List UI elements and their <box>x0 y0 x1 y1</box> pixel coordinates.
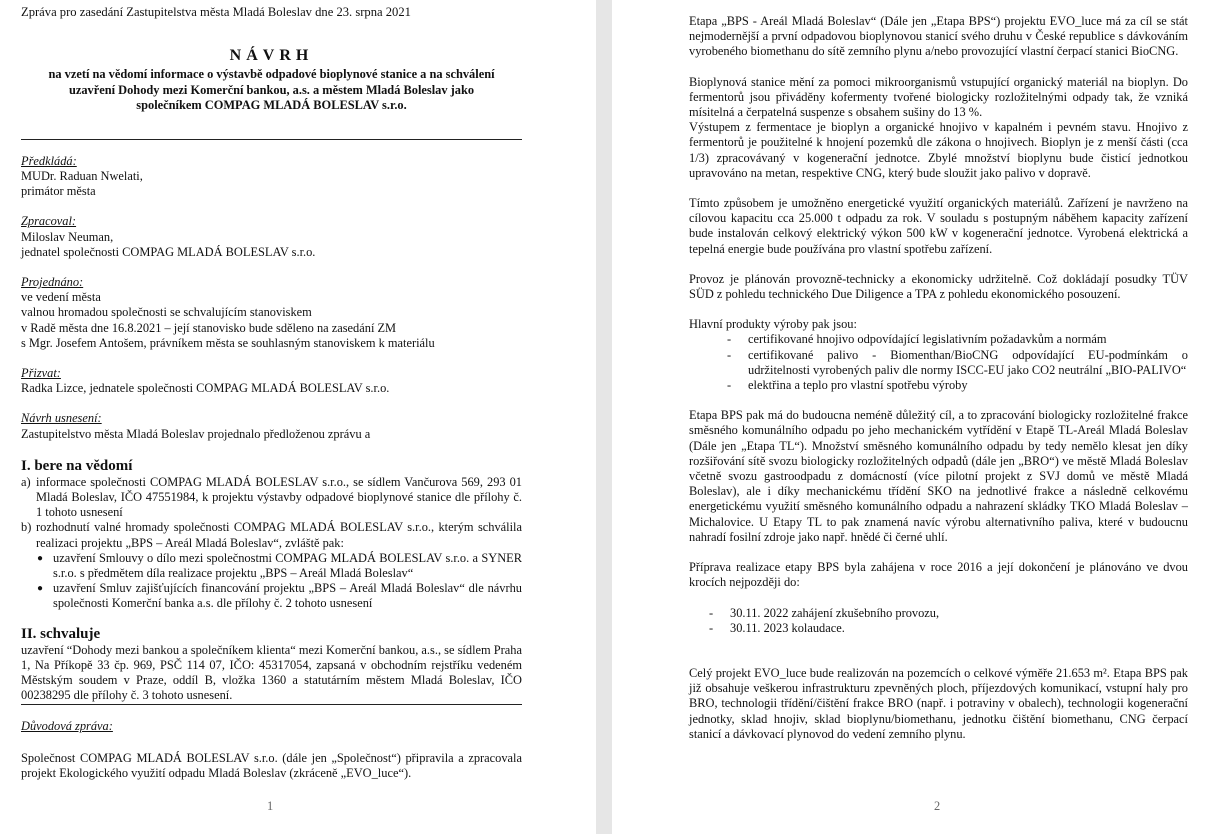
paragraph: Etapa „BPS - Areál Mladá Boleslav“ (Dále jen „Etapa BPS“) projektu EVO_luce má za cíl se stát nejmodernější a první odpadovou bioplynovou stanicí svého druhu v České republice s dávkováním vyrobeného biomethanu do sítě zemního plynu a/nebo provozující vlastní čerpací stanici BioCNG. <box>689 14 1188 59</box>
navrh-usneseni-line: Zastupitelstvo města Mladá Boleslav projednalo předloženou zprávu a <box>21 426 371 441</box>
dash-marker: - <box>709 605 714 620</box>
zpracoval-label: Zpracoval: <box>21 214 77 229</box>
prizvat-line: Radka Lizce, jednatele společnosti COMPAG MLADÁ BOLESLAV s.r.o. <box>21 381 390 396</box>
paragraph: Provoz je plánován provozně-technicky a ekonomicky udržitelně. Což dokládají posudky TÜV SÜD z pohledu technického Due Diligence a TPA z pohledu ekonomického posouzení. <box>689 271 1188 302</box>
paragraph: Tímto způsobem je umožněno energetické využití organických materiálů. Zařízení je navrženo na cílovou kapacitu cca 25.000 t odpadu za rok. V souladu s postupným náběhem kapacity zařízení bude instalován celkový elektrický výkon 500 kW v kogenerační jednotce. Vyrobená elektrická a tepelná energie bude používána pro vlastní spotřebu zařízení. <box>689 196 1188 256</box>
bullet-icon: ● <box>37 583 44 595</box>
products-intro: Hlavní produkty výroby pak jsou: <box>689 317 857 332</box>
projednano-line: ve vedení města <box>21 290 101 305</box>
list-marker: a) <box>21 474 31 489</box>
dash-marker: - <box>727 378 732 393</box>
product-text: certifikované hnojivo odpovídající legislativním požadavkům a normám <box>748 332 1107 347</box>
divider <box>21 704 522 705</box>
section-heading: I. bere na vědomí <box>21 457 133 474</box>
paragraph: Výstupem z fermentace je bioplyn a organické hnojivo v kapalném i pevném stavu. Hnojivo z fermentorů je použitelné k hnojení pozemků dle zákona o hnojivech. Bioplyn je z menší části (cca 1/3) zpracovávaný v kogenerační jednotce. Zbylé množství bioplynu bude čisticí jednotkou upravováno na metan, respektive CNG, který bude sloužit jako palivo v dopravě. <box>689 120 1188 180</box>
report-header: Zpráva pro zasedání Zastupitelstva města Mladá Boleslav dne 23. srpna 2021 <box>21 5 411 19</box>
prizvat-block <box>21 366 522 396</box>
list-item <box>21 520 522 550</box>
predklada-line: MUDr. Raduan Nwelati, <box>21 168 143 183</box>
list-marker: b) <box>21 520 32 535</box>
divider <box>21 139 522 140</box>
document-page-1 <box>0 0 596 834</box>
date-item <box>689 621 1188 636</box>
paragraph: Celý projekt EVO_luce bude realizován na pozemcích o celkové výměře 21.653 m². Etapa BPS pak již obsahuje veškerou infrastrukturu zpevněných ploch, příjezdových komunikací, vstupní haly pro BRO, technologii třídění/čištění frakce BRO (např. i potraviny v obalech), technologii kogenerační jednotky, sklad hnojiv, sklad bioplynu/biomethanu, jednotku čištění biomethanu, CNG čerpací stanicí a dávkovací plynovod do vedení zemního plynu. <box>689 665 1188 741</box>
list-item-text: rozhodnutí valné hromady společnosti COMPAG MLADÁ BOLESLAV s.r.o., kterým schválila realizaci projektu „BPS – Areál Mladá Boleslav“, zvláště pak: <box>36 520 522 550</box>
zpracoval-line: Miloslav Neuman, <box>21 229 114 244</box>
page-number: 1 <box>267 799 274 813</box>
bullet-item <box>21 581 522 611</box>
list-item <box>21 475 522 521</box>
list-item-text: informace společnosti COMPAG MLADÁ BOLESLAV s.r.o., se sídlem Vančurova 569, 293 01 Mladá Boleslav, IČO 47551984, k projektu výstavby odpadové bioplynové stanice dle přílohy č. 1 tohoto usnesení <box>36 474 522 520</box>
bullet-text: uzavření Smluv zajišťujících financování projektu „BPS – Areál Mladá Boleslav“ dle návrhu společnosti Komerční banka a.s. dle přílohy č. 2 tohoto usnesení <box>53 581 522 611</box>
page-number: 2 <box>934 799 941 813</box>
dash-marker: - <box>727 332 732 347</box>
page-gap <box>596 0 612 834</box>
bullet-text: uzavření Smlouvy o dílo mezi společnostmi COMPAG MLADÁ BOLESLAV s.r.o. a SYNER s.r.o. s předmětem díla realizace projektu „BPS – Areál Mladá Boleslav“ <box>53 550 522 581</box>
product-item <box>689 378 1188 393</box>
navrh-usneseni-label: Návrh usnesení: <box>21 411 102 426</box>
predklada-block <box>21 154 522 200</box>
date-text: 30.11. 2022 zahájení zkušebního provozu, <box>730 605 940 620</box>
projednano-line: s Mgr. Josefem Antošem, právníkem města se souhlasným stanoviskem k materiálu <box>21 335 435 350</box>
product-item <box>689 348 1188 378</box>
projednano-block <box>21 275 522 351</box>
section-heading: II. schvaluje <box>21 625 101 642</box>
product-text: elektřina a teplo pro vlastní spotřebu výroby <box>748 378 968 393</box>
prizvat-label: Přizvat: <box>21 366 61 381</box>
zpracoval-block <box>21 214 522 260</box>
projednano-line: v Radě města dne 16.8.2021 – její stanovisko bude sděleno na zasedání ZM <box>21 320 397 335</box>
document-page-2 <box>612 0 1226 834</box>
predklada-label: Předkládá: <box>21 153 77 168</box>
bullet-item <box>21 551 522 581</box>
document-subtitle-line: společníkem COMPAG MLADÁ BOLESLAV s.r.o. <box>136 98 407 113</box>
predklada-line: primátor města <box>21 184 96 199</box>
document-subtitle-line: uzavření Dohody mezi Komerční bankou, a.s. a městem Mladá Boleslav jako <box>68 82 475 97</box>
navrh-usneseni-block <box>21 411 522 441</box>
projednano-line: valnou hromadou společnosti se schvalujícím stanoviskem <box>21 305 312 320</box>
paragraph: Příprava realizace etapy BPS byla zahájena v roce 2016 a její dokončení je plánováno ve dvou krocích nejpozději do: <box>689 560 1188 590</box>
section-text: uzavření “Dohody mezi bankou a společníkem klienta“ mezi Komerční bankou, a.s., se sídlem Praha 1, Na Příkopě 33 čp. 969, PSČ 114 07, IČO: 45317054, zapsaná v obchodním rejstříku vedeném Městským soudem v Praze, oddíl B, vložka 1360 a statutárním městem Mladá Boleslav, IČO 00238295 dle přílohy č. 3 tohoto usnesení. <box>21 642 522 703</box>
product-text: certifikované palivo - Biomenthan/BioCNG odpovídající EU-podmínkám o udržitelnosti vyrobených paliv dle normy ISCC-EU jako CO2 neutrální „BIO-PALIVO“ <box>748 347 1188 377</box>
duvodova-label: Důvodová zpráva: <box>21 719 113 734</box>
product-item <box>689 332 1188 347</box>
dash-marker: - <box>709 620 714 635</box>
projednano-label: Projednáno: <box>21 275 84 289</box>
section-schvaluje <box>21 626 522 704</box>
zpracoval-line: jednatel společnosti COMPAG MLADÁ BOLESLAV s.r.o. <box>21 244 316 259</box>
bullet-icon: ● <box>37 552 44 564</box>
document-subtitle-line: na vzetí na vědomí informace o výstavbě odpadové bioplynové stanice a na schválení <box>48 67 495 81</box>
dash-marker: - <box>727 347 732 362</box>
section-bere-na-vedomi <box>21 458 522 612</box>
date-text: 30.11. 2023 kolaudace. <box>730 620 845 635</box>
paragraph: Bioplynová stanice mění za pomoci mikroorganismů vstupující organický materiál na bioplyn. Do fermentorů jsou přiváděny kofermenty tvořené biologicky rozložitelnými odpady tak, že vzniká mísitelná a čerpatelná suspenze s obsahem sušiny do 13 %. <box>689 74 1188 120</box>
duvodova-text: Společnost COMPAG MLADÁ BOLESLAV s.r.o. (dále jen „Společnost“) připravila a zpracovala projekt Ekologického využití odpadu Mladá Boleslav (zkráceně „EVO_luce“). <box>21 750 522 780</box>
document-title: NÁVRH <box>229 47 314 64</box>
paragraph: Etapa BPS pak má do budoucna neméně důležitý cíl, a to zpracování biologicky rozložitelné frakce směsného komunálního odpadu po jeho mechanickém vytřídění v Etapě TL-Areál Mladá Boleslav (Dále jen „Etapa TL“). Množství směsného komunálního odpadu by tedy nemělo klesat jen díky rozšiřování sítě svozu biologicky rozložitelných odpadů (dále jen „BRO“) ve městě Mladá Boleslav včetně svozu gastroodpadu z domácností (více pilotní projekt z SVJ domů ve městě Mladá Boleslav), ale i díky mechanickému třídění SKO na jednotlivé frakce a následně celkovému energetickému využití směsného komunálního odpadu a nahrazení skládky TKO Mladá Boleslav – Michalovice. U Etapy TL to pak znamená navíc výrobu alternativního paliva, které v budoucnu nahradí fosilní zdroje jako např. hnědé či černé uhlí. <box>689 408 1188 544</box>
duvodova-zprava-block <box>21 719 522 781</box>
date-item <box>689 606 1188 621</box>
